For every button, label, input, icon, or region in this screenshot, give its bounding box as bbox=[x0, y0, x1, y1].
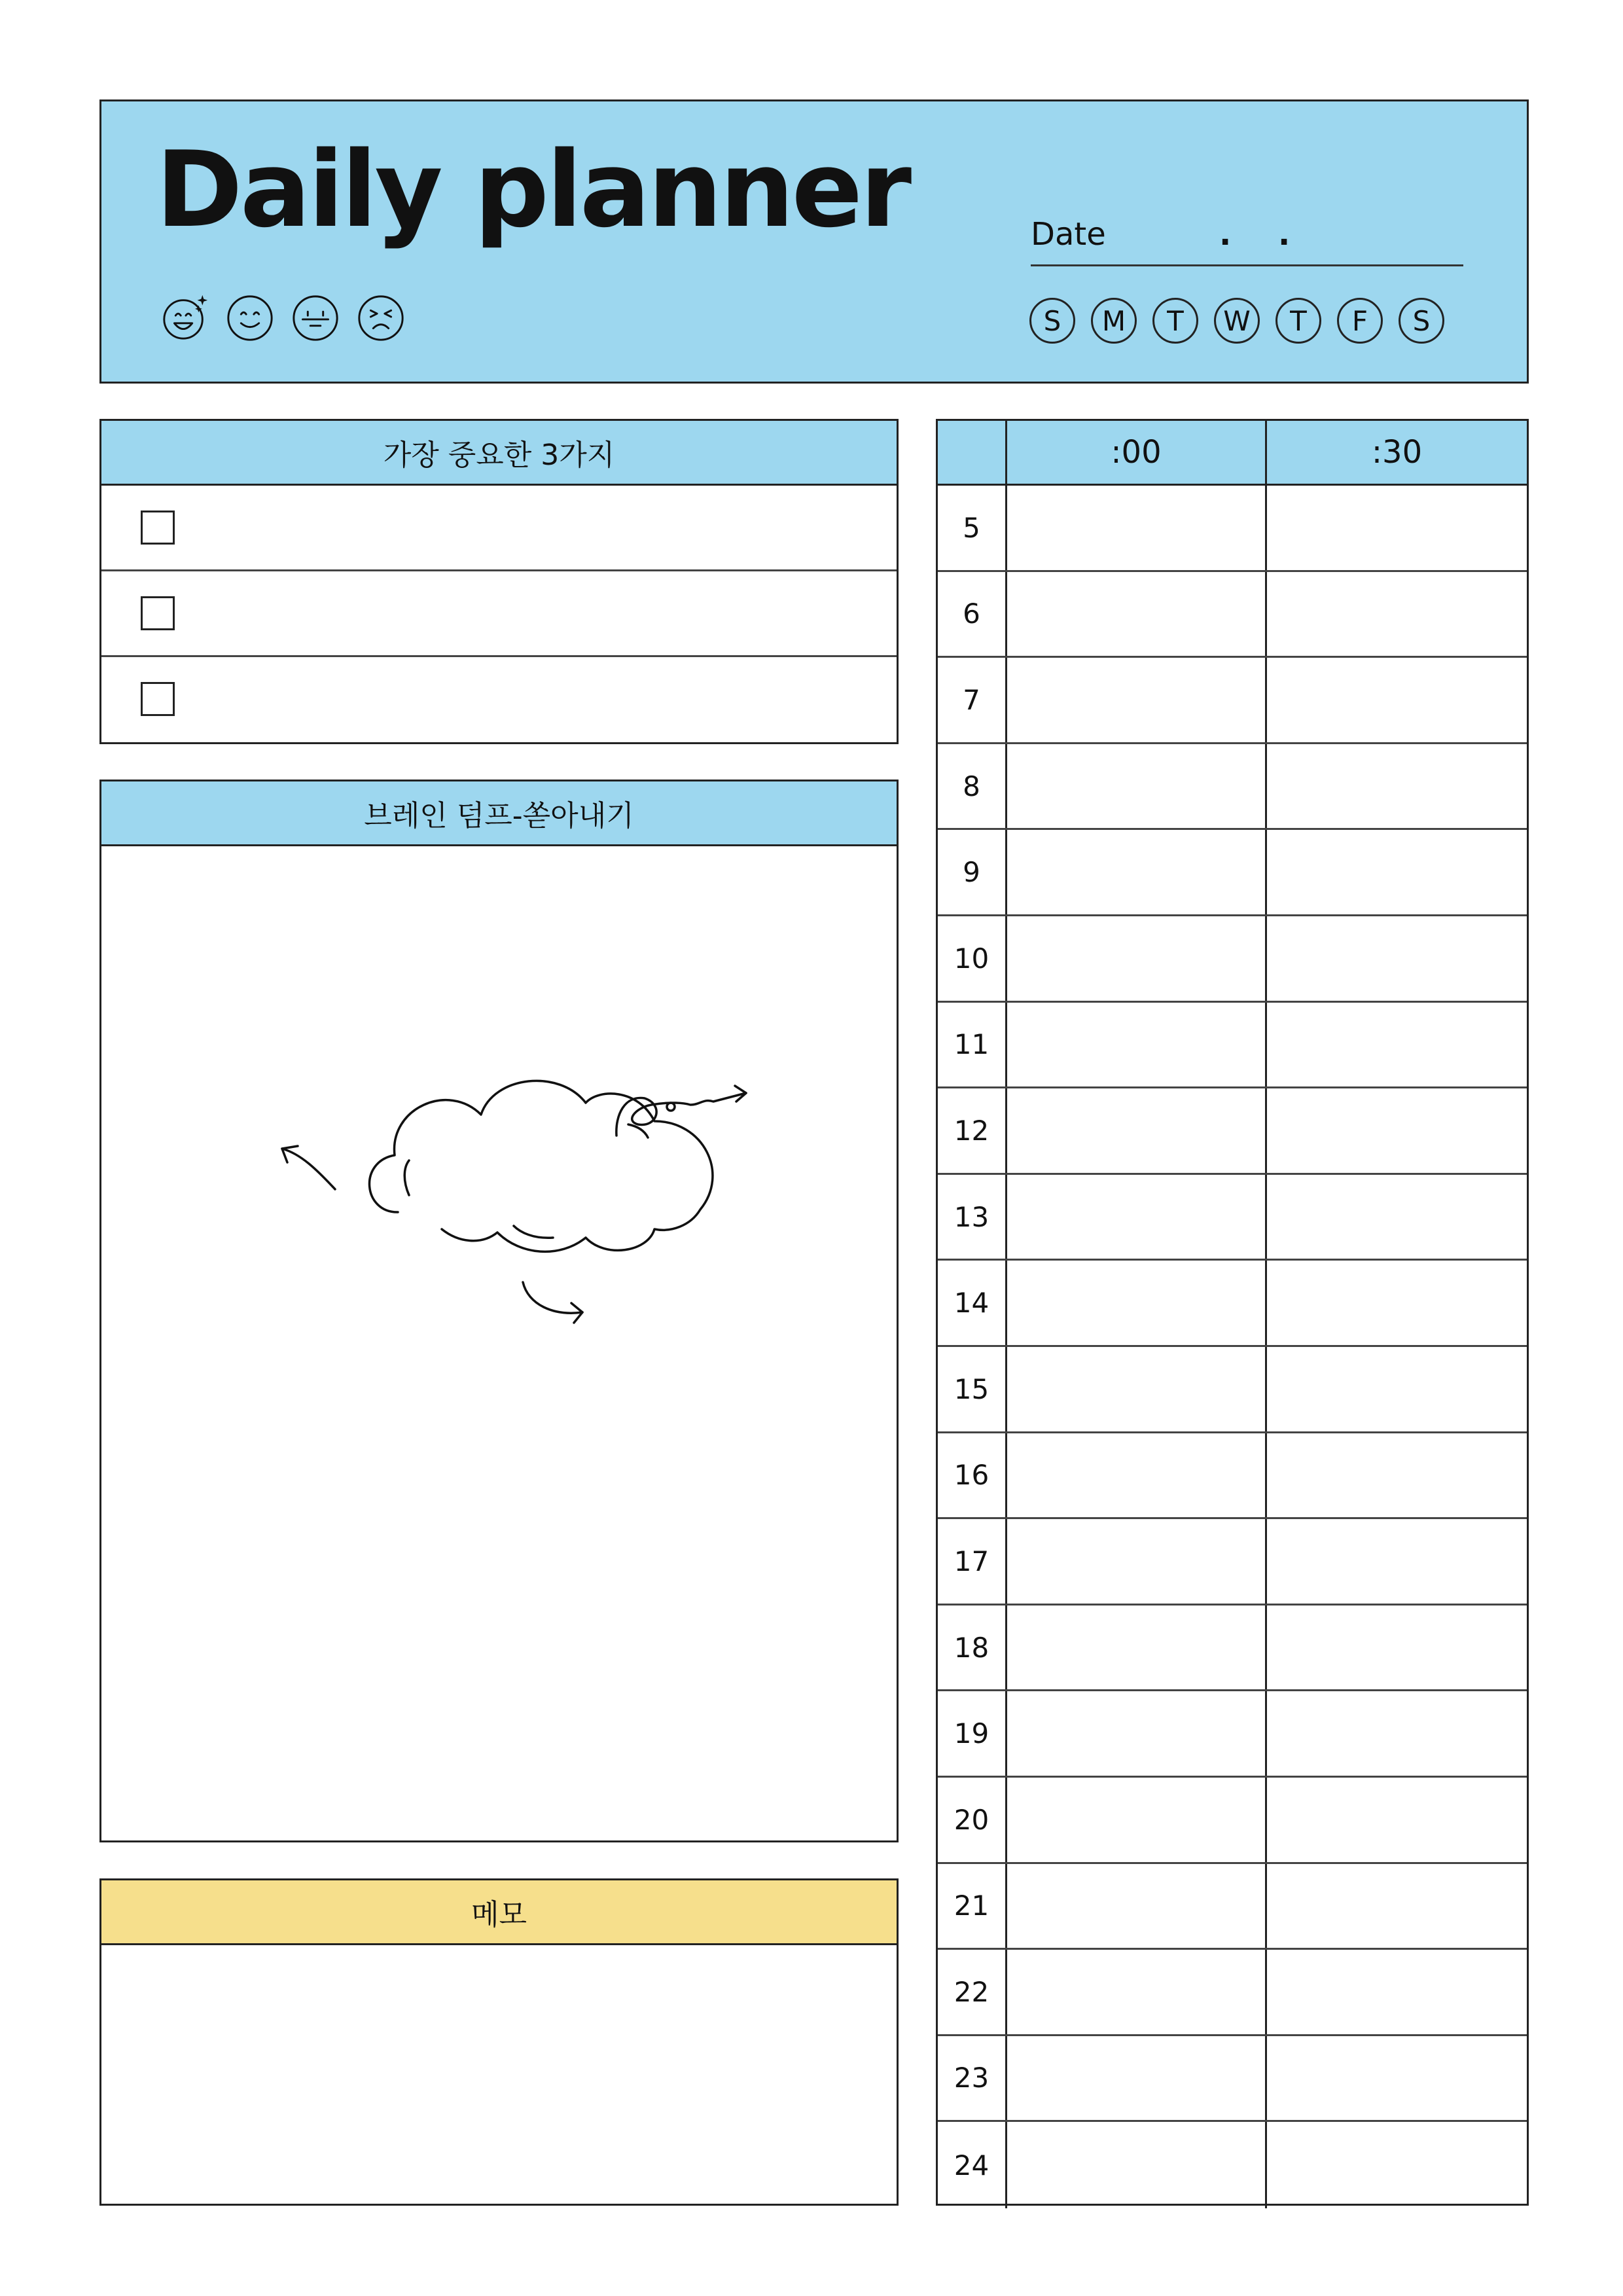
priority-item[interactable] bbox=[101, 657, 897, 743]
time-slot-30[interactable] bbox=[1267, 2036, 1527, 2121]
table-row bbox=[938, 658, 1527, 744]
table-row bbox=[938, 1433, 1527, 1520]
table-row bbox=[938, 1864, 1527, 1950]
date-field[interactable] bbox=[1031, 264, 1463, 266]
hour-label: 11 bbox=[938, 1003, 1007, 1087]
table-row bbox=[938, 830, 1527, 916]
table-row bbox=[938, 2122, 1527, 2208]
time-slot-30[interactable] bbox=[1267, 1778, 1527, 1862]
time-slot-30[interactable] bbox=[1267, 658, 1527, 742]
time-slot-30[interactable] bbox=[1267, 1347, 1527, 1431]
hour-header bbox=[938, 421, 1007, 484]
schedule-header-row bbox=[938, 421, 1527, 486]
time-slot-00[interactable] bbox=[1007, 744, 1267, 829]
time-slot-30[interactable] bbox=[1267, 1519, 1527, 1604]
top-priorities-title: 가장 중요한 3가지 bbox=[101, 421, 897, 486]
hour-label: 10 bbox=[938, 916, 1007, 1001]
time-slot-00[interactable] bbox=[1007, 830, 1267, 914]
time-slot-30[interactable] bbox=[1267, 2122, 1527, 2208]
column-30-header: :30 bbox=[1371, 434, 1423, 471]
time-slot-00[interactable] bbox=[1007, 1175, 1267, 1259]
time-slot-30[interactable] bbox=[1267, 1605, 1527, 1690]
table-row bbox=[938, 1691, 1527, 1778]
hour-label: 9 bbox=[938, 830, 1007, 914]
time-slot-00[interactable] bbox=[1007, 1778, 1267, 1862]
schedule-body bbox=[938, 486, 1527, 2208]
weekday-thursday[interactable]: T bbox=[1275, 298, 1321, 344]
table-row bbox=[938, 1088, 1527, 1175]
time-slot-00[interactable] bbox=[1007, 1433, 1267, 1518]
time-slot-30[interactable] bbox=[1267, 1003, 1527, 1087]
time-slot-00[interactable] bbox=[1007, 1003, 1267, 1087]
time-slot-30[interactable] bbox=[1267, 916, 1527, 1001]
checkbox[interactable] bbox=[141, 511, 175, 545]
time-slot-00[interactable] bbox=[1007, 658, 1267, 742]
table-row bbox=[938, 572, 1527, 658]
time-slot-00[interactable] bbox=[1007, 916, 1267, 1001]
hour-label: 19 bbox=[938, 1691, 1007, 1776]
time-slot-00[interactable] bbox=[1007, 2036, 1267, 2121]
upset-face-icon[interactable] bbox=[355, 293, 406, 344]
time-slot-30[interactable] bbox=[1267, 572, 1527, 656]
hour-label: 18 bbox=[938, 1605, 1007, 1690]
hour-label: 16 bbox=[938, 1433, 1007, 1518]
neutral-face-icon[interactable] bbox=[290, 293, 341, 344]
weekday-saturday[interactable]: S bbox=[1399, 298, 1444, 344]
hour-label: 13 bbox=[938, 1175, 1007, 1259]
weekday-selector bbox=[1029, 298, 1444, 344]
time-slot-00[interactable] bbox=[1007, 1519, 1267, 1604]
time-slot-30[interactable] bbox=[1267, 1175, 1527, 1259]
page-title: Daily planner bbox=[156, 128, 910, 251]
checkbox[interactable] bbox=[141, 596, 175, 630]
table-row bbox=[938, 1175, 1527, 1261]
table-row bbox=[938, 1778, 1527, 1864]
time-slot-00[interactable] bbox=[1007, 1347, 1267, 1431]
weekday-monday[interactable]: M bbox=[1091, 298, 1137, 344]
time-slot-30[interactable] bbox=[1267, 1691, 1527, 1776]
checkbox[interactable] bbox=[141, 682, 175, 716]
hour-label: 23 bbox=[938, 2036, 1007, 2121]
hour-label: 15 bbox=[938, 1347, 1007, 1431]
time-slot-30[interactable] bbox=[1267, 830, 1527, 914]
hour-label: 17 bbox=[938, 1519, 1007, 1604]
table-row bbox=[938, 1347, 1527, 1433]
table-row bbox=[938, 1605, 1527, 1692]
brain-dump-title: 브레인 덤프-쏟아내기 bbox=[101, 781, 897, 846]
time-slot-00[interactable] bbox=[1007, 1691, 1267, 1776]
hour-label: 14 bbox=[938, 1261, 1007, 1345]
column-00-header: :00 bbox=[1007, 421, 1267, 484]
table-row bbox=[938, 1261, 1527, 1347]
table-row bbox=[938, 744, 1527, 831]
time-slot-00[interactable] bbox=[1007, 1605, 1267, 1690]
brain-dump-panel bbox=[99, 780, 899, 1842]
memo-title: 메모 bbox=[101, 1880, 897, 1945]
time-slot-30[interactable] bbox=[1267, 744, 1527, 829]
priority-item[interactable] bbox=[101, 571, 897, 657]
schedule-table bbox=[936, 419, 1529, 2206]
hour-label: 8 bbox=[938, 744, 1007, 829]
table-row bbox=[938, 916, 1527, 1003]
hour-label: 7 bbox=[938, 658, 1007, 742]
date-separator: . bbox=[1278, 216, 1291, 253]
date-label: Date bbox=[1031, 216, 1106, 253]
time-slot-00[interactable] bbox=[1007, 486, 1267, 570]
mood-selector bbox=[159, 293, 406, 344]
priority-item[interactable] bbox=[101, 486, 897, 571]
table-row bbox=[938, 486, 1527, 572]
smile-face-icon[interactable] bbox=[224, 293, 276, 344]
time-slot-30[interactable] bbox=[1267, 1950, 1527, 2034]
table-row bbox=[938, 1950, 1527, 2036]
weekday-wednesday[interactable]: W bbox=[1214, 298, 1260, 344]
date-separator: . bbox=[1219, 216, 1232, 253]
hour-label: 22 bbox=[938, 1950, 1007, 2034]
time-slot-00[interactable] bbox=[1007, 1088, 1267, 1173]
time-slot-30[interactable] bbox=[1267, 1088, 1527, 1173]
time-slot-00[interactable] bbox=[1007, 572, 1267, 656]
hour-label: 21 bbox=[938, 1864, 1007, 1948]
memo-panel bbox=[99, 1878, 899, 2206]
time-slot-30[interactable] bbox=[1267, 1433, 1527, 1518]
weekday-friday[interactable]: F bbox=[1337, 298, 1383, 344]
weekday-sunday[interactable]: S bbox=[1029, 298, 1075, 344]
hour-label: 5 bbox=[938, 486, 1007, 570]
time-slot-30[interactable] bbox=[1267, 1261, 1527, 1345]
table-row bbox=[938, 2036, 1527, 2123]
table-row bbox=[938, 1003, 1527, 1089]
time-slot-00[interactable] bbox=[1007, 1261, 1267, 1345]
time-slot-30[interactable] bbox=[1267, 486, 1527, 570]
weekday-tuesday[interactable]: T bbox=[1152, 298, 1198, 344]
hour-label: 12 bbox=[938, 1088, 1007, 1173]
time-slot-00[interactable] bbox=[1007, 1864, 1267, 1948]
top-priorities-panel bbox=[99, 419, 899, 744]
hour-label: 6 bbox=[938, 572, 1007, 656]
planner-header bbox=[99, 99, 1529, 384]
cloud-doodle-icon bbox=[101, 846, 897, 1840]
table-row bbox=[938, 1519, 1527, 1605]
hour-label: 20 bbox=[938, 1778, 1007, 1862]
very-happy-face-icon[interactable] bbox=[159, 293, 210, 344]
time-slot-00[interactable] bbox=[1007, 2122, 1267, 2208]
time-slot-00[interactable] bbox=[1007, 1950, 1267, 2034]
hour-label: 24 bbox=[938, 2122, 1007, 2208]
memo-area[interactable] bbox=[101, 1945, 897, 2204]
time-slot-30[interactable] bbox=[1267, 1864, 1527, 1948]
